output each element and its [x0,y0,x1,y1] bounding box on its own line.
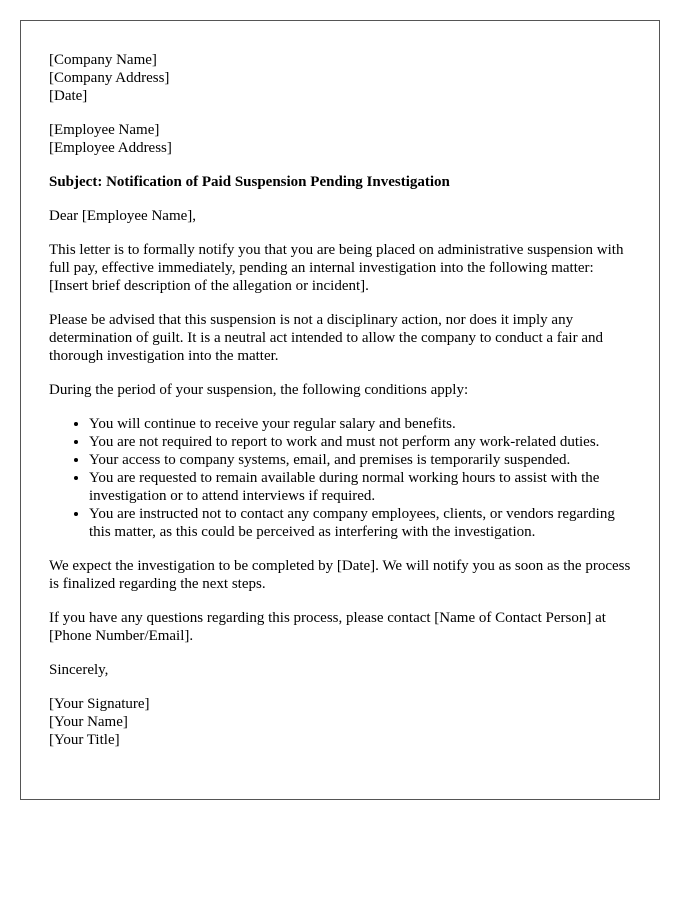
recipient-block [49,121,631,157]
closing: Sincerely, [49,662,109,678]
expectation-paragraph: We expect the investigation to be completed by [Date]. We will notify you as soon as the process is finalized regarding the next steps. [49,558,631,592]
sender-block [49,51,631,105]
intro-paragraph: This letter is to formally notify you that you are being placed on administrative suspension with full pay, effective immediately, pending an internal investigation into the following matter: [Insert brief description of the allegation or incident]. [49,242,624,294]
letter-date: [Date] [49,88,88,104]
list-item: • You are requested to remain available during normal working hours to assist with the investigation or to attend interviews if required. [89,469,631,505]
advisory-paragraph: Please be advised that this suspension is not a disciplinary action, nor does it imply any determination of guilt. It is a neutral act intended to allow the company to conduct a fair and thorough investigation into the matter. [49,312,603,364]
signature-block [49,695,631,749]
company-address: [Company Address] [49,70,170,86]
employee-name: [Employee Name] [49,122,160,138]
company-name: [Company Name] [49,52,157,68]
conditions-list [49,415,631,541]
employee-address: [Employee Address] [49,140,172,156]
sender-title: [Your Title] [49,732,120,748]
salutation: Dear [Employee Name], [49,208,197,224]
spacer [49,105,631,121]
conditions-intro: During the period of your suspension, the following conditions apply: [49,382,469,398]
subject-line: Subject: Notification of Paid Suspension Pending Investigation [49,174,450,190]
list-item: • You will continue to receive your regular salary and benefits. [89,415,631,433]
list-item: • You are not required to report to work and must not perform any work-related duties. [89,433,631,451]
list-item: • You are instructed not to contact any company employees, clients, or vendors regarding this matter, as this could be perceived as interfering with the investigation. [89,505,631,541]
list-item: • Your access to company systems, email, and premises is temporarily suspended. [89,451,631,469]
letter-document [20,20,660,800]
spacer [49,157,631,173]
contact-paragraph: If you have any questions regarding this process, please contact [Name of Contact Person] at [Phone Number/Email]. [49,610,606,644]
signature-line: [Your Signature] [49,696,150,712]
sender-name: [Your Name] [49,714,128,730]
